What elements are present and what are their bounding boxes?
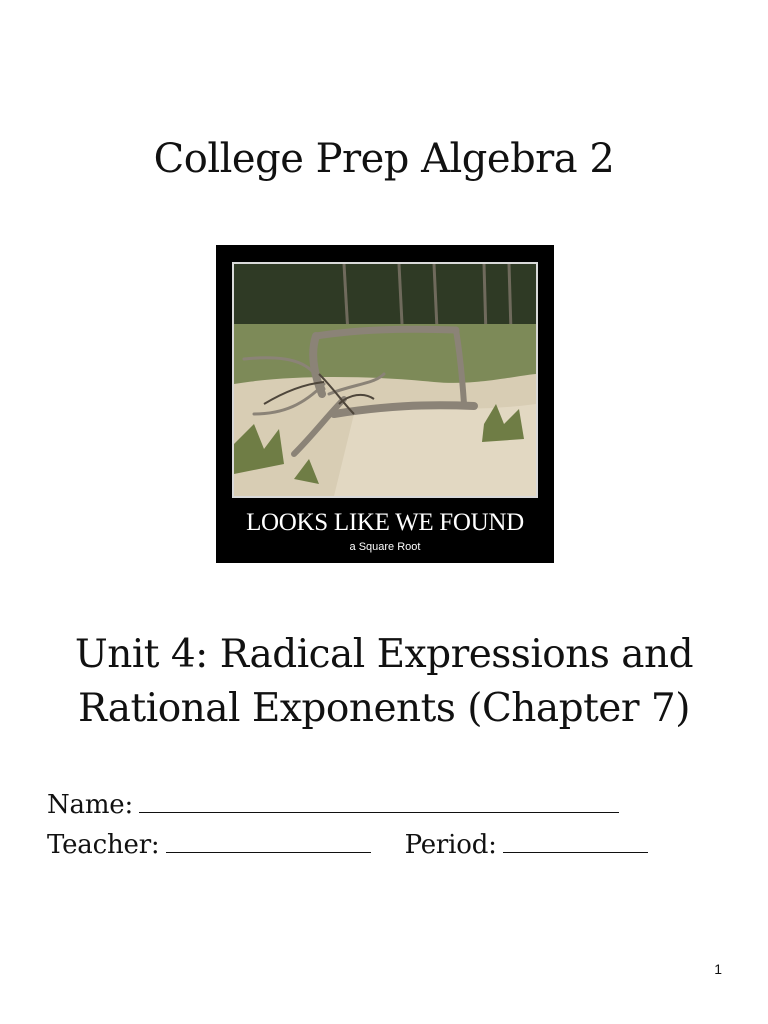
- teacher-blank[interactable]: [166, 830, 371, 853]
- poster-caption: LOOKS LIKE WE FOUND: [246, 509, 524, 536]
- period-label: Period:: [404, 830, 497, 860]
- poster-subcaption: a Square Root: [349, 541, 421, 553]
- course-title: College Prep Algebra 2: [153, 136, 615, 182]
- unit-title-line-1: Unit 4: Radical Expressions and: [74, 632, 694, 677]
- unit-title: [0, 628, 768, 736]
- name-blank[interactable]: [139, 790, 619, 813]
- motivational-poster: [216, 245, 554, 563]
- page-number: 1: [714, 961, 722, 977]
- teacher-label: Teacher:: [47, 830, 160, 860]
- name-line: [47, 790, 619, 820]
- teacher-period-line: [47, 830, 648, 860]
- unit-title-line-2: Rational Exponents (Chapter 7): [78, 686, 690, 731]
- name-label: Name:: [47, 790, 134, 820]
- tree-root-square-photo: [232, 262, 538, 498]
- period-blank[interactable]: [503, 830, 648, 853]
